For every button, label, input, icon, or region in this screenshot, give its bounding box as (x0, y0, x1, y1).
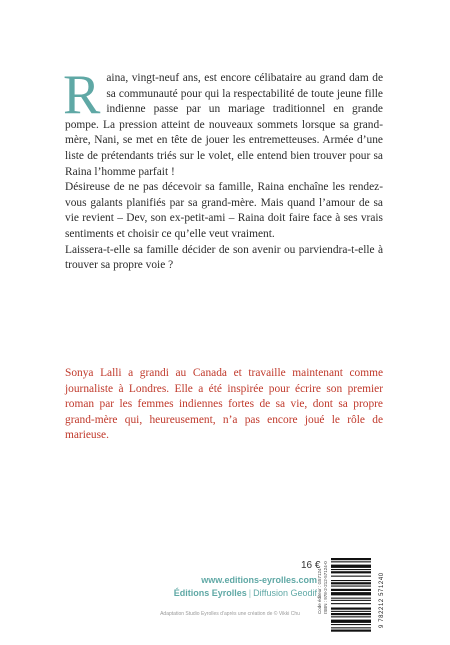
cover-credit: Adaptation Studio Eyrolles d’après une création de © Vikki Chu (160, 611, 300, 617)
book-blurb (63, 64, 383, 274)
barcode-bar (331, 565, 371, 568)
editor-code: Code éditeur : G57124 (317, 568, 322, 614)
barcode-bar (331, 592, 371, 595)
barcode-bar (331, 598, 371, 599)
barcode-bar (331, 627, 371, 628)
barcode-bars (327, 556, 377, 634)
barcode-bar (331, 630, 371, 632)
barcode-bar (331, 586, 371, 587)
barcode-bar (331, 613, 371, 615)
barcode-bar (331, 589, 371, 591)
barcode-bar (331, 571, 371, 573)
isbn-code: ISBN : 978-2-212-57124-0 (323, 561, 328, 614)
barcode-bar (331, 616, 371, 617)
barcode-bar (331, 603, 371, 604)
author-bio (65, 366, 383, 444)
barcode-bar (331, 576, 371, 577)
barcode-bar (331, 582, 371, 584)
barcode-bar (331, 580, 371, 581)
price: 16 € (301, 560, 321, 571)
publisher-website: www.editions-eyrolles.com (201, 575, 317, 585)
barcode-bar (331, 620, 371, 623)
barcode-bar (331, 569, 371, 570)
drop-cap: R (63, 64, 101, 126)
blurb-paragraph-1 (63, 64, 383, 180)
blurb-paragraph-2: Désireuse de ne pas décevoir sa famille, Raina enchaîne les rendez-vous galants planifiés par sa grand-mère. Mais quand l’amour de sa vie revient – Dev, son ex-petit-ami – Raina doit faire face à ses vrais sentiments et choisir ce qu’elle veut vraiment. (65, 181, 383, 240)
distributor-name: Diffusion Geodif (253, 588, 317, 598)
publisher-separator: | (248, 588, 252, 598)
publisher-line (160, 588, 317, 598)
barcode-bar (331, 624, 371, 625)
blurb-paragraph-1-text: aina, vingt-neuf ans, est encore célibataire au grand dam de sa communauté pour qui la respectabilité de toute jeune fille indienne passe par un mariage traditionnel en grande pompe. La pression atteint de nouveaux sommets lorsque sa grand-mère, Nani, se met en tête de jouer les entremetteuses. Armée d’une liste de prétendants triés sur le volet, elle entend bien trouver pour sa Raina l’homme parfait ! (65, 72, 383, 178)
author-bio-text: Sonya Lalli a grandi au Canada et travaille maintenant comme journaliste à Londres. Elle a été inspirée pour écrire son premier roman par les femmes indiennes fortes de sa vie, dont sa propre grand-mère qui, heureusement, n’a pas encore joué le rôle de marieuse. (65, 367, 383, 442)
barcode-bar (331, 558, 371, 560)
barcode (327, 556, 387, 634)
barcode-bar (331, 600, 371, 601)
barcode-bar (331, 611, 371, 612)
barcode-bar (331, 561, 371, 562)
blurb-paragraph-3: Laissera-t-elle sa famille décider de son avenir ou parviendra-t-elle à trouver sa propre voie ? (65, 243, 383, 272)
barcode-number: 9 782212 571240 (379, 572, 385, 628)
publisher-name: Éditions Eyrolles (173, 588, 247, 598)
barcode-bar (331, 608, 371, 610)
